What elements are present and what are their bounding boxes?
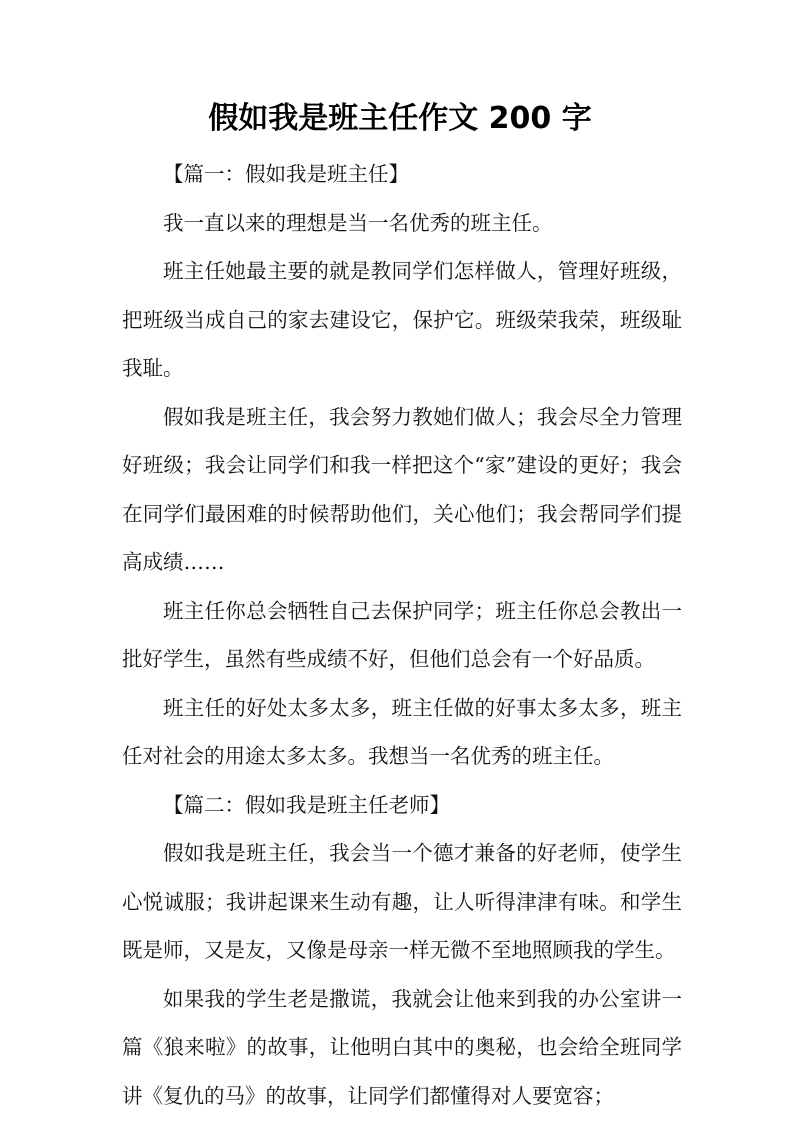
document-title: 假如我是班主任作文 200 字 [208, 101, 592, 136]
paragraph: 假如我是班主任，我会当一个德才兼备的好老师，使学生心悦诚服；我讲起课来生动有趣，让人听得津津有味。和学生既是师，又是友，又像是母亲一样无微不至地照顾我的学生。 [122, 841, 682, 962]
document-body [122, 150, 682, 1120]
paragraph: 假如我是班主任，我会努力教她们做人；我会尽全力管理好班级；我会让同学们和我一样把这个“家”建设的更好；我会在同学们最困难的时候帮助他们，关心他们；我会帮同学们提高成绩…… [122, 404, 682, 574]
paragraph: 我一直以来的理想是当一名优秀的班主任。 [163, 210, 553, 235]
section-heading-2: 【篇二：假如我是班主任老师】 [163, 792, 450, 817]
section-heading-1: 【篇一：假如我是班主任】 [163, 162, 409, 186]
paragraph: 如果我的学生老是撒谎，我就会让他来到我的办公室讲一篇《狼来啦》的故事，让他明白其中的奥秘，也会给全班同学讲《复仇的马》的故事，让同学们都懂得对人要宽容； [122, 986, 682, 1108]
paragraph: 班主任你总会牺牲自己去保护同学；班主任你总会教出一批好学生，虽然有些成绩不好，但他们总会有一个好品质。 [122, 598, 682, 671]
paragraph: 班主任的好处太多太多，班主任做的好事太多太多，班主任对社会的用途太多太多。我想当一名优秀的班主任。 [122, 695, 682, 768]
paragraph: 班主任她最主要的就是教同学们怎样做人，管理好班级，把班级当成自己的家去建设它，保护它。班级荣我荣，班级耻我耻。 [122, 259, 682, 380]
